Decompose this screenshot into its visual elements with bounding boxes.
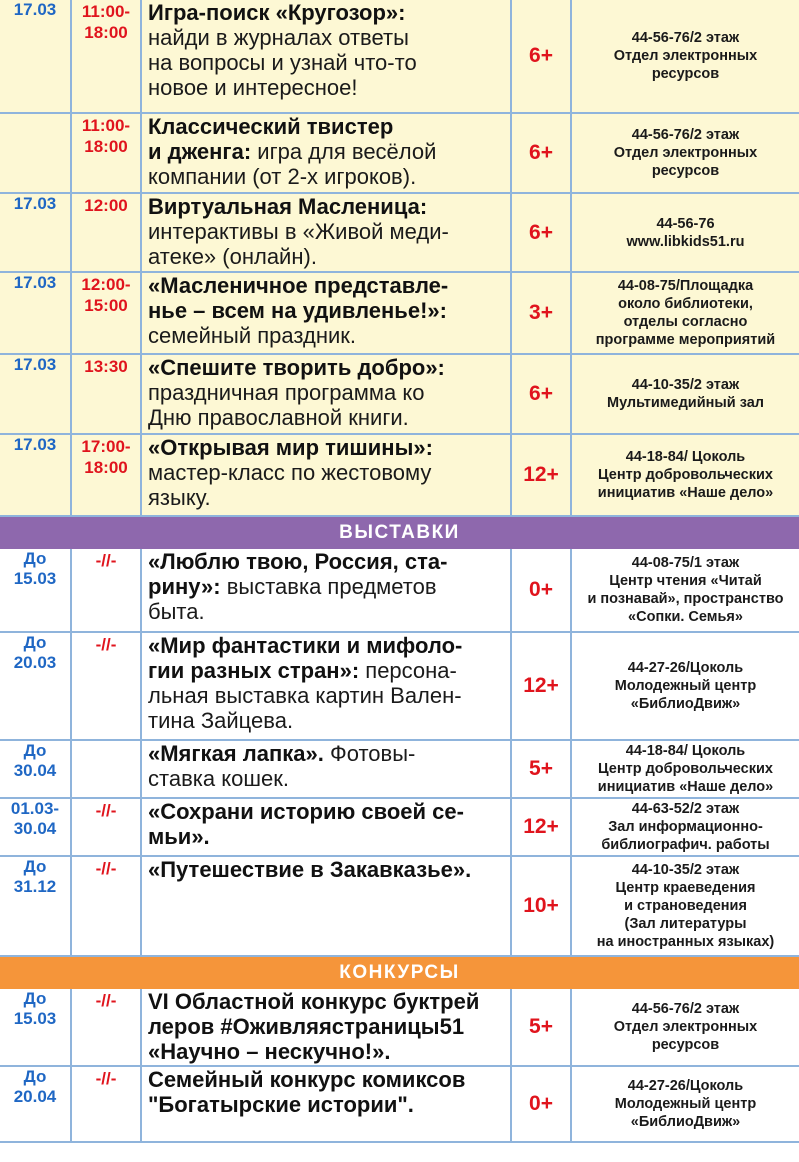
event-location: 44-63-52/2 этаж Зал информационно- библиографич. работы (601, 801, 770, 853)
event-row (0, 989, 799, 1067)
event-description: «Масленичное представле- нье – всем на удивленье!»: семейный праздник. (142, 273, 512, 353)
event-date (0, 114, 72, 192)
age-rating: 6+ (512, 114, 572, 192)
event-time (72, 741, 142, 797)
event-row (0, 633, 799, 741)
event-location: 44-27-26/Цоколь Молодежный центр «БиблиоДвиж» (614, 1078, 757, 1130)
event-row (0, 0, 799, 114)
age-rating: 5+ (512, 989, 572, 1065)
event-time: -//- (72, 799, 142, 855)
event-location: 44-56-76/2 этаж Отдел электронных ресурсов (613, 127, 758, 179)
event-description: «Открывая мир тишины»: мастер-класс по жестовому языку. (142, 435, 512, 515)
event-description: «Мир фантастики и мифоло- гии разных стран»: персона- льная выставка картин Вален- тина Зайцева. (142, 633, 512, 739)
event-date: 17.03 (0, 273, 72, 353)
event-row (0, 741, 799, 799)
event-location: 44-56-76/2 этаж Отдел электронных ресурсов (613, 30, 758, 82)
event-row (0, 114, 799, 194)
age-rating: 5+ (512, 741, 572, 797)
event-time: 11:00- 18:00 (72, 114, 142, 192)
age-rating: 10+ (512, 857, 572, 955)
event-row (0, 273, 799, 355)
event-location: 44-10-35/2 этаж Центр краеведения и страноведения (Зал литературы на иностранных языках) (596, 862, 775, 950)
section-heading: КОНКУРСЫ (0, 957, 799, 989)
event-row (0, 799, 799, 857)
age-rating: 6+ (512, 0, 572, 112)
age-rating: 3+ (512, 273, 572, 353)
event-location: 44-10-35/2 этаж Мультимедийный зал (606, 377, 764, 411)
age-rating: 6+ (512, 355, 572, 433)
event-description: «Люблю твою, Россия, ста- рину»: выставка предметов быта. (142, 549, 512, 631)
event-location: 44-18-84/ Цоколь Центр добровольческих инициатив «Наше дело» (597, 743, 774, 795)
event-date: До 20.04 (0, 1067, 72, 1141)
event-time: -//- (72, 989, 142, 1065)
event-description: «Спешите творить добро»: праздничная программа ко Дню православной книги. (142, 355, 512, 433)
age-rating: 0+ (512, 1067, 572, 1141)
event-row (0, 355, 799, 435)
event-date: До 15.03 (0, 989, 72, 1065)
event-row (0, 1067, 799, 1143)
event-date: 17.03 (0, 435, 72, 515)
event-time: -//- (72, 857, 142, 955)
event-location: 44-56-76 www.libkids51.ru (626, 215, 745, 250)
event-time: -//- (72, 1067, 142, 1141)
event-time: -//- (72, 633, 142, 739)
age-rating: 12+ (512, 799, 572, 855)
event-description: VI Областной конкурс буктрей леров #Оживляястраницы51 «Научно – нескучно!». (142, 989, 512, 1065)
event-time: 12:00 (72, 194, 142, 271)
section-heading: ВЫСТАВКИ (0, 517, 799, 549)
event-time: -//- (72, 549, 142, 631)
age-rating: 6+ (512, 194, 572, 271)
event-date: 17.03 (0, 194, 72, 271)
event-description: Игра-поиск «Кругозор»: найди в журналах ответы на вопросы и узнай что-то новое и интересное! (142, 0, 512, 112)
event-date: До 20.03 (0, 633, 72, 739)
event-time: 11:00- 18:00 (72, 0, 142, 112)
event-date: До 15.03 (0, 549, 72, 631)
event-description: Классический твистер и дженга: игра для весёлой компании (от 2-х игроков). (142, 114, 512, 192)
event-row (0, 857, 799, 957)
event-location: 44-08-75/1 этаж Центр чтения «Читай и познавай», пространство «Сопки. Семья» (587, 555, 784, 625)
event-location: 44-08-75/Площадка около библиотеки, отделы согласно программе мероприятий (595, 278, 776, 348)
event-time: 12:00- 15:00 (72, 273, 142, 353)
event-time: 13:30 (72, 355, 142, 433)
event-date: 17.03 (0, 0, 72, 112)
event-location: 44-18-84/ Цоколь Центр добровольческих инициатив «Наше дело» (597, 449, 774, 501)
event-description: «Сохрани историю своей се- мьи». (142, 799, 512, 855)
event-description: Виртуальная Масленица: интерактивы в «Живой меди- атеке» (онлайн). (142, 194, 512, 271)
event-date: 17.03 (0, 355, 72, 433)
event-description: Семейный конкурс комиксов "Богатырские истории". (142, 1067, 512, 1141)
event-description: «Мягкая лапка». Фотовы- ставка кошек. (142, 741, 512, 797)
event-date: 01.03- 30.04 (0, 799, 72, 855)
age-rating: 12+ (512, 633, 572, 739)
event-location: 44-56-76/2 этаж Отдел электронных ресурсов (613, 1001, 758, 1053)
event-description: «Путешествие в Закавказье». (142, 857, 512, 955)
event-date: До 30.04 (0, 741, 72, 797)
event-row (0, 194, 799, 273)
age-rating: 12+ (512, 435, 572, 515)
event-location: 44-27-26/Цоколь Молодежный центр «БиблиоДвиж» (614, 660, 757, 712)
age-rating: 0+ (512, 549, 572, 631)
event-row (0, 435, 799, 517)
event-row (0, 549, 799, 633)
event-time: 17:00- 18:00 (72, 435, 142, 515)
event-date: До 31.12 (0, 857, 72, 955)
